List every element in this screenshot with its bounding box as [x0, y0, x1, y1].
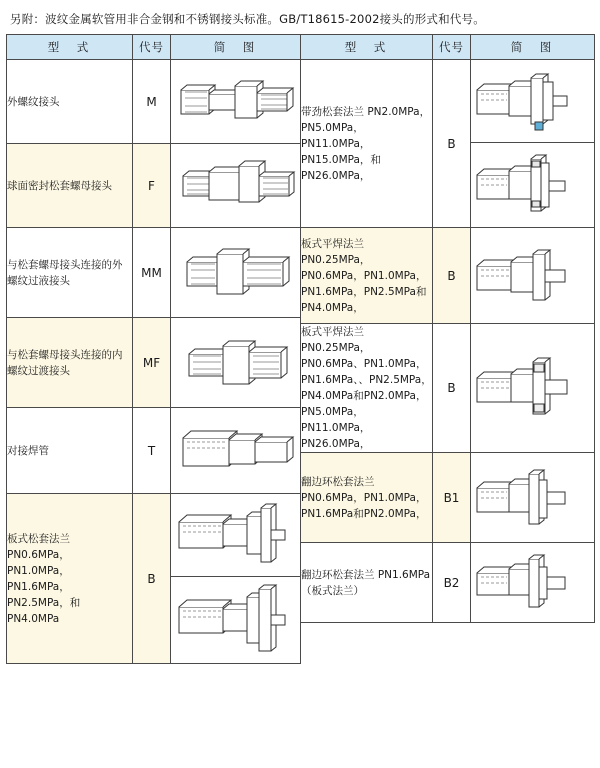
- figure-lower: [471, 143, 594, 227]
- row-code-mf: MF: [133, 318, 171, 408]
- header-figure-right: 简 图: [471, 35, 595, 60]
- header-type-left: 型 式: [7, 35, 133, 60]
- header-type-right: 型 式: [301, 35, 433, 60]
- left-header-row: [7, 35, 301, 60]
- row-figure-mf: [171, 318, 301, 408]
- row-code-m: M: [133, 60, 171, 144]
- table-row: [301, 453, 595, 543]
- flared-ring-lap-flange-2-icon: [473, 545, 593, 621]
- plate-lap-joint-flange-icon: [173, 494, 299, 576]
- row-code-plate-weld: B: [433, 228, 471, 324]
- row-type-plate-weld-2: 板式平焊法兰 PN0.25MPa，PN0.6MPa、PN1.0MPa，PN1.6MPa、、PN2.5MPa，PN4.0MPa和PN2.0MPa，PN5.0MPa，PN11.0MPa，PN26.0MPa，: [301, 324, 433, 453]
- plate-welding-flange-2-icon: [473, 338, 593, 438]
- row-type-mm: 与松套螺母接头连接的外螺纹过液接头: [7, 228, 133, 318]
- table-row: [7, 318, 301, 408]
- header-figure-left: 简 图: [171, 35, 301, 60]
- butt-weld-pipe-icon: [173, 412, 299, 490]
- header-code-left: 代号: [133, 35, 171, 60]
- table-row: [301, 228, 595, 324]
- row-code-f: F: [133, 144, 171, 228]
- row-figure-b-left: [171, 494, 301, 664]
- row-type-ribbed: 带劲松套法兰 PN2.0MPa，PN5.0MPa，PN11.0MPa，PN15.0MPa，和PN26.0MPa，: [301, 60, 433, 228]
- row-figure-b1: [471, 453, 595, 543]
- row-figure-t: [171, 408, 301, 494]
- table-row: [7, 60, 301, 144]
- row-figure-b2: [471, 543, 595, 623]
- header-code-right: 代号: [433, 35, 471, 60]
- right-table: [300, 34, 595, 623]
- row-type-b2: 翻边环松套法兰 PN1.6MPa（板式法兰）: [301, 543, 433, 623]
- row-type-b1: 翻边环松套法兰 PN0.6MPa，PN1.0MPa，PN1.6MPa和PN2.0MPa，: [301, 453, 433, 543]
- fittings-table: [6, 34, 594, 664]
- row-figure-plate-weld: [471, 228, 595, 324]
- table-row: [7, 408, 301, 494]
- row-type-b-left: 板式松套法兰 PN0.6MPa，PN1.0MPa，PN1.6MPa，PN2.5MPa，和PN4.0MPa: [7, 494, 133, 664]
- row-type-plate-weld: 板式平焊法兰 PN0.25MPa，PN0.6MPa，PN1.0MPa，PN1.6MPa，PN2.5MPa和PN4.0MPa，: [301, 228, 433, 324]
- table-row: [7, 494, 301, 664]
- table-row: [7, 228, 301, 318]
- row-code-mm: MM: [133, 228, 171, 318]
- figure-upper: [471, 60, 594, 143]
- right-table-wrapper: [300, 34, 594, 623]
- row-figure-ribbed: [471, 60, 595, 228]
- row-type-m: 外螺纹接头: [7, 60, 133, 144]
- page-caption: 另附：波纹金属软管用非合金钢和不锈钢接头标准。GB/T18615-2002接头的形式和代号。: [10, 12, 485, 26]
- ribbed-lap-joint-flange-icon: [473, 60, 593, 142]
- row-code-t: T: [133, 408, 171, 494]
- male-thread-fitting-icon: [173, 64, 299, 140]
- table-row: [301, 324, 595, 453]
- figure-upper: [171, 494, 300, 577]
- row-code-b-left: B: [133, 494, 171, 664]
- female-thread-transition-fitting-icon: [173, 322, 299, 404]
- row-code-ribbed: B: [433, 60, 471, 228]
- row-type-mf: 与松套螺母接头连接的内螺纹过渡接头: [7, 318, 133, 408]
- table-row: [7, 144, 301, 228]
- left-table-wrapper: [6, 34, 300, 664]
- male-thread-transition-fitting-icon: [173, 232, 299, 314]
- row-type-t: 对接焊管: [7, 408, 133, 494]
- plate-welding-flange-icon: [473, 232, 593, 320]
- ribbed-lap-joint-flange-icon-2: [473, 143, 593, 227]
- row-type-f: 球面密封松套螺母接头: [7, 144, 133, 228]
- spherical-seal-union-nut-fitting-icon: [173, 148, 299, 224]
- table-row: [301, 60, 595, 228]
- figure-lower: [171, 577, 300, 663]
- row-code-b2: B2: [433, 543, 471, 623]
- table-row: [301, 543, 595, 623]
- row-code-plate-weld-2: B: [433, 324, 471, 453]
- right-header-row: [301, 35, 595, 60]
- flared-ring-lap-flange-icon: [473, 456, 593, 540]
- left-table: [6, 34, 301, 664]
- row-figure-mm: [171, 228, 301, 318]
- plate-lap-joint-flange-icon-2: [173, 577, 299, 663]
- row-figure-plate-weld-2: [471, 324, 595, 453]
- row-figure-f: [171, 144, 301, 228]
- row-code-b1: B1: [433, 453, 471, 543]
- row-figure-m: [171, 60, 301, 144]
